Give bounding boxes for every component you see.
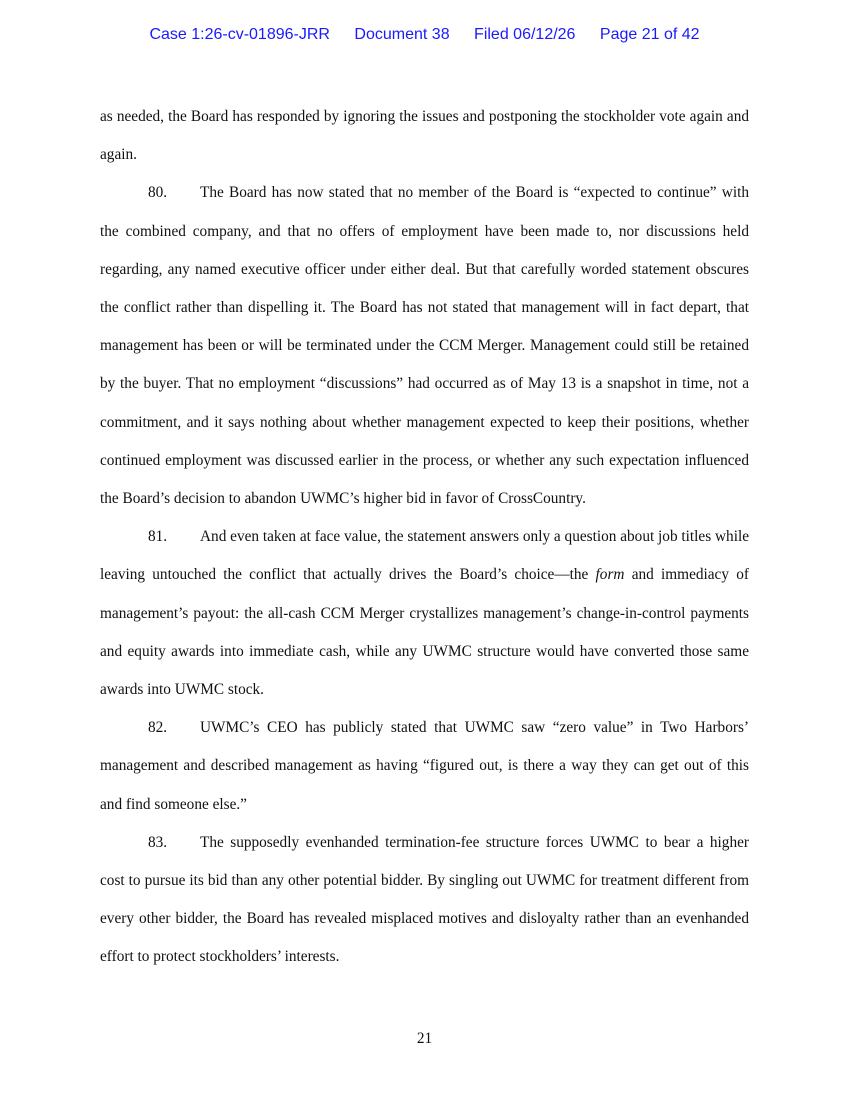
paragraph-number: 81.: [148, 528, 168, 546]
page-of-total: Page 21 of 42: [599, 26, 700, 43]
case-number: Case 1:26-cv-01896-JRR: [149, 26, 330, 43]
paragraph-number: 80.: [148, 184, 168, 202]
document-body: [100, 98, 749, 977]
court-filing-header: [0, 26, 849, 44]
paragraph-80: [100, 174, 749, 518]
paragraph-number: 83.: [148, 833, 168, 851]
paragraph-text: UWMC’s CEO has publicly stated that UWMC saw “zero value” in Two Harbors’ management and described management as having “figured out, is there a way they can get out of this and find someone else.”: [100, 719, 749, 813]
paragraph-text: The Board has now stated that no member of the Board is “expected to continue” with the combined company, and that no offers of employment have been made to, nor discussions held regarding, any named executive officer under either deal. But that carefully worded statement obscures the conflict rather than dispelling it. The Board has not stated that management will in fact depart, that management has been or will be terminated under the CCM Merger. Management could still be retained by the buyer. That no employment “discussions” had occurred as of May 13 is a snapshot in time, not a commitment, and it says nothing about whether management expected to keep their positions, whether continued employment was discussed earlier in the process, or whether any such expectation influenced the Board’s decision to abandon UWMC’s higher bid in favor of CrossCountry.: [100, 184, 749, 508]
paragraph-text: and immediacy of management’s payout: the all-cash CCM Merger crystallizes management’s change-in-control payments and equity awards into immediate cash, while any UWMC structure would have converted those same awards into UWMC stock.: [100, 566, 749, 699]
page-number: 21: [416, 1030, 433, 1047]
paragraph-83: [100, 824, 749, 977]
document-number: Document 38: [354, 26, 450, 43]
paragraph-text: The supposedly evenhanded termination-fee structure forces UWMC to bear a higher cost to pursue its bid than any other potential bidder. By singling out UWMC for treatment different from every other bidder, the Board has revealed misplaced motives and disloyalty rather than an evenhanded effort to protect stockholders’ interests.: [100, 833, 749, 966]
paragraph-text: And even taken at face value, the statement answers only a question about job titles while leaving untouched the conflict that actually drives the Board’s choice—the: [100, 528, 749, 584]
paragraph-81: [100, 518, 749, 709]
emphasized-word: form: [595, 566, 625, 584]
continuation-paragraph: as needed, the Board has responded by ignoring the issues and postponing the stockholder vote again and again.: [100, 108, 749, 164]
paragraph-82: [100, 709, 749, 824]
filed-date: Filed 06/12/26: [474, 26, 576, 43]
paragraph-number: 82.: [148, 719, 168, 737]
